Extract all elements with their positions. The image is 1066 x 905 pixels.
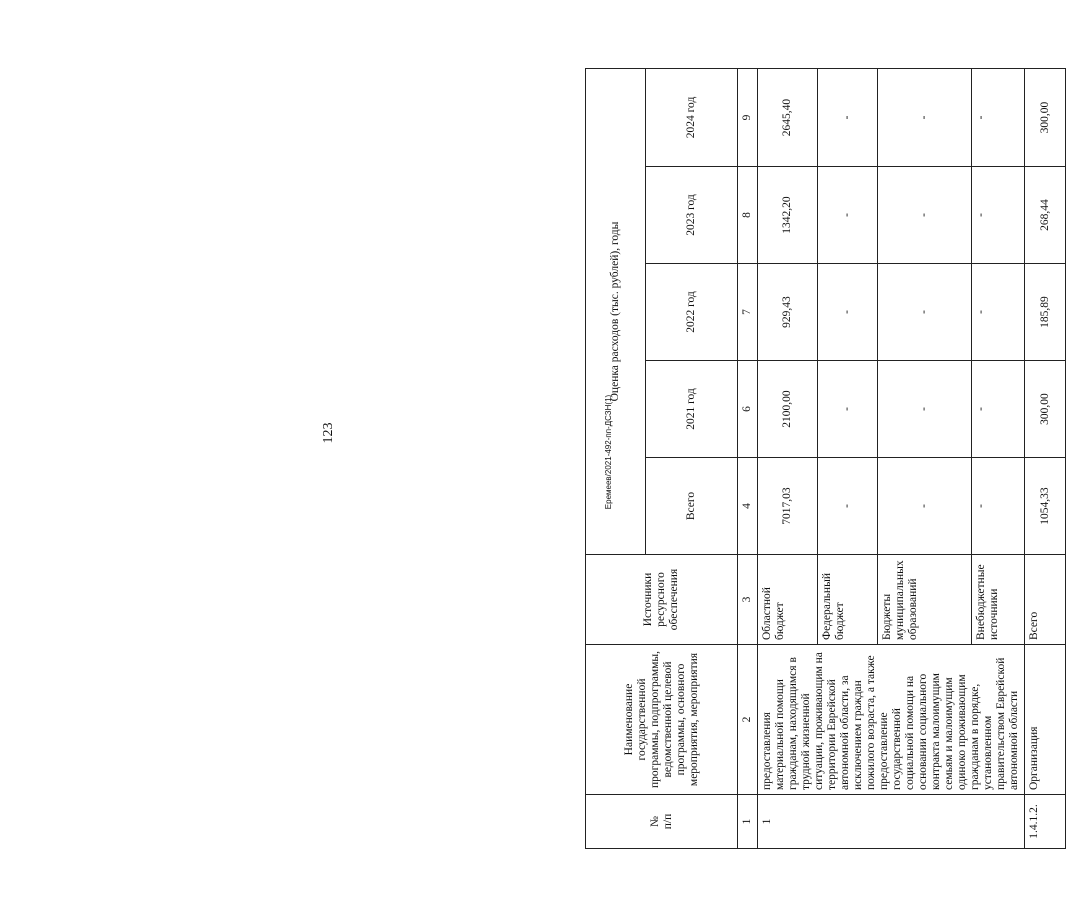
header-2022: 2022 год <box>646 264 738 361</box>
header-num: № п/п <box>586 795 738 849</box>
header-row-1 <box>586 68 646 848</box>
header-sources: Источники ресурсного обеспечения <box>586 555 738 645</box>
table-row <box>1025 68 1066 848</box>
value-cell: 1342,20 <box>758 167 818 264</box>
value-cell: - <box>877 264 971 361</box>
source-cell: Областной бюджет <box>758 555 818 645</box>
value-cell: 185,89 <box>1025 264 1066 361</box>
index-cell: 4 <box>738 458 758 555</box>
value-cell: - <box>877 361 971 458</box>
header-2024: 2024 год <box>646 68 738 166</box>
value-cell: 268,44 <box>1025 167 1066 264</box>
header-2023: 2023 год <box>646 167 738 264</box>
value-cell: - <box>817 264 877 361</box>
index-cell: 8 <box>738 167 758 264</box>
value-cell: 7017,03 <box>758 458 818 555</box>
expenses-table <box>585 68 1066 849</box>
index-cell: 7 <box>738 264 758 361</box>
value-cell: - <box>817 167 877 264</box>
row-name: Организация <box>1025 645 1066 795</box>
row-name: предоставления материальной помощи гражданам, находящимся в трудной жизненной ситуации, проживающим на территории Еврейской автономной области, за исключением граждан пожилого возраста, а также предоставление государственной социальной помощи на основании социального контракта малоимущим семьям и малоимущим одиноко проживающим гражданам в порядке, установленном правительством Еврейской автономной области <box>758 645 1025 795</box>
value-cell: - <box>971 458 1024 555</box>
value-cell: - <box>877 458 971 555</box>
index-cell: 3 <box>738 555 758 645</box>
value-cell: 2100,00 <box>758 361 818 458</box>
value-cell: - <box>817 68 877 166</box>
value-cell: - <box>877 167 971 264</box>
value-cell: - <box>971 361 1024 458</box>
column-index-row <box>738 68 758 848</box>
value-cell: 929,43 <box>758 264 818 361</box>
index-cell: 1 <box>738 795 758 849</box>
value-cell: - <box>817 458 877 555</box>
value-cell: 300,00 <box>1025 361 1066 458</box>
document-stamp: Еремеев/2021-492-пп-ДСЗН(1) <box>604 394 613 510</box>
index-cell: 9 <box>738 68 758 166</box>
header-2021: 2021 год <box>646 361 738 458</box>
value-cell: - <box>971 264 1024 361</box>
header-total: Всего <box>646 458 738 555</box>
value-cell: 2645,40 <box>758 68 818 166</box>
value-cell: - <box>817 361 877 458</box>
rotated-table-container <box>585 69 1051 849</box>
source-cell: Бюджеты муниципальных образований <box>877 555 971 645</box>
value-cell: - <box>877 68 971 166</box>
value-cell: 1054,33 <box>1025 458 1066 555</box>
header-name: Наименование государственной программы, подпрограммы, ведомственной целевой программы, основного мероприятия, мероприятия <box>586 645 738 795</box>
source-cell: Федеральный бюджет <box>817 555 877 645</box>
page-number: 123 <box>321 422 336 444</box>
header-estimate: Оценка расходов (тыс. рублей), годы <box>586 68 646 554</box>
value-cell: - <box>971 68 1024 166</box>
row-num: 1.4.1.2. <box>1025 795 1066 849</box>
source-cell: Внебюджетные источники <box>971 555 1024 645</box>
row-num: 1 <box>758 795 1025 849</box>
value-cell: - <box>971 167 1024 264</box>
source-cell: Всего <box>1025 555 1066 645</box>
index-cell: 2 <box>738 645 758 795</box>
value-cell: 300,00 <box>1025 68 1066 166</box>
index-cell: 6 <box>738 361 758 458</box>
table-row <box>758 68 818 848</box>
